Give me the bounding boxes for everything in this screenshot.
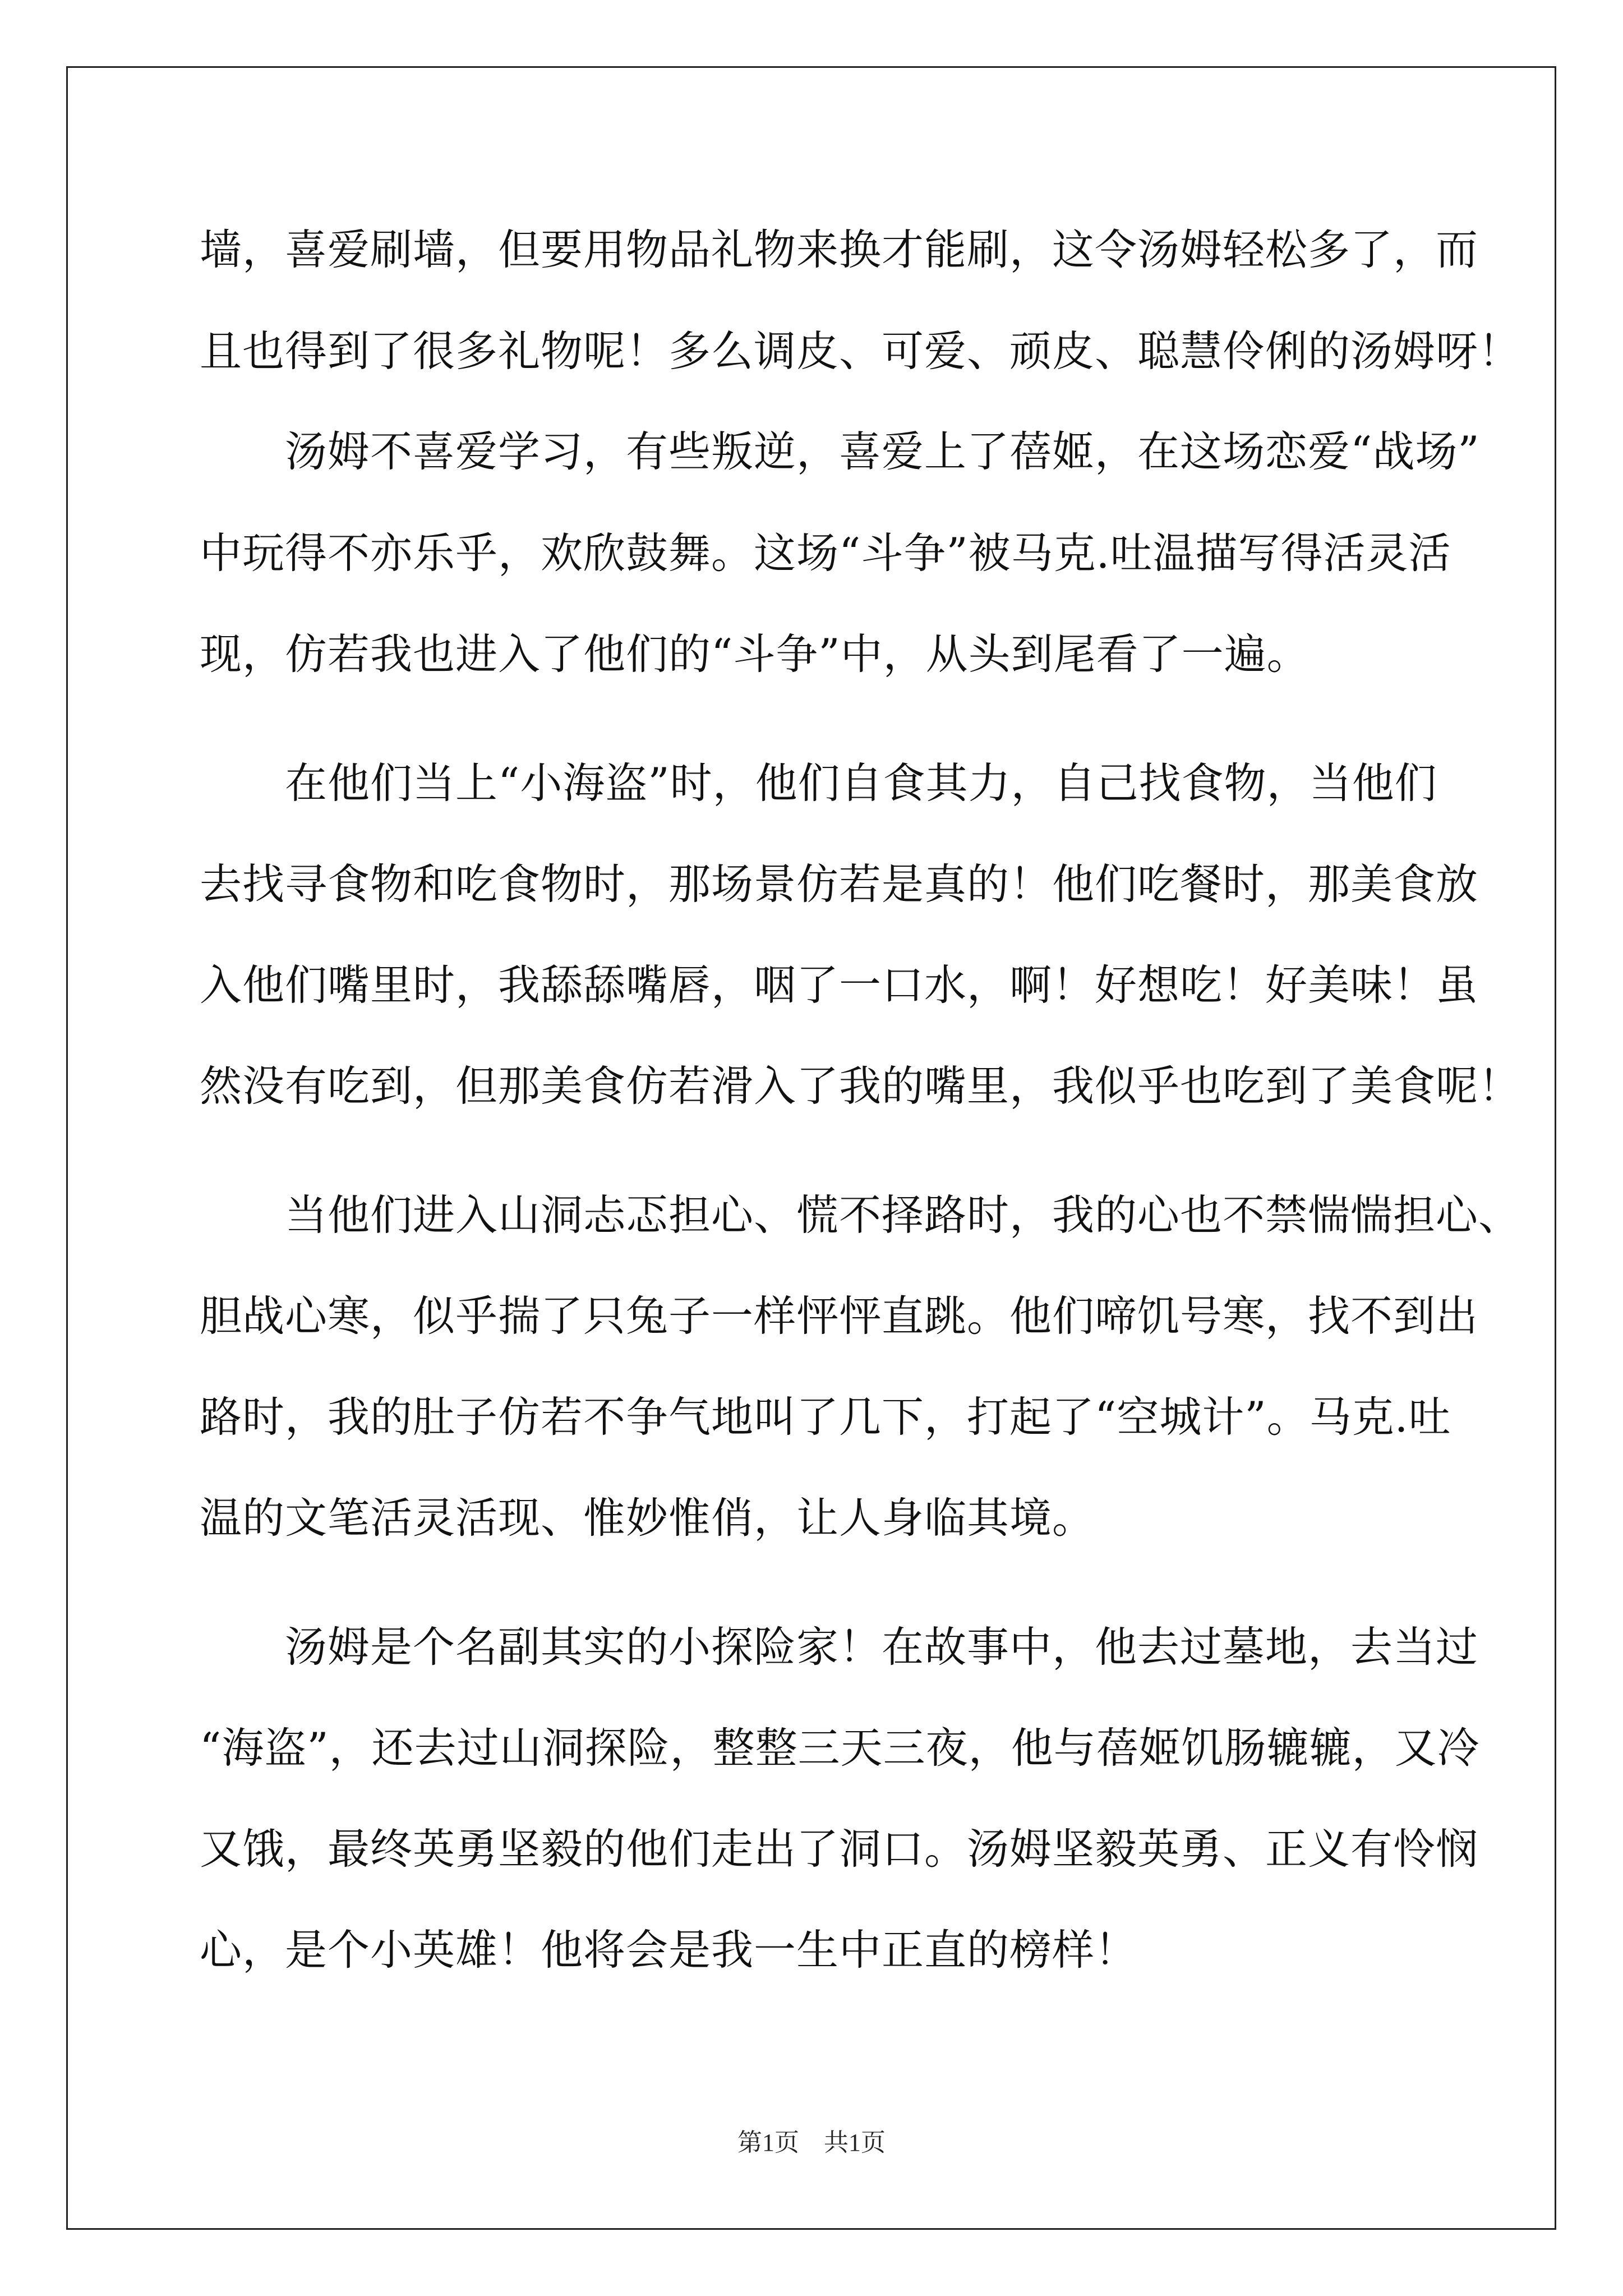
page-border xyxy=(66,66,1556,2230)
text-line: 汤姆是个名副其实的小探险家！在故事中，他去过墓地，去当过 xyxy=(200,1622,1479,1672)
text-line: 墙，喜爱刷墙，但要用物品礼物来换才能刷，这令汤姆轻松多了，而 xyxy=(200,225,1479,274)
text-line: 中玩得不亦乐乎，欢欣鼓舞。这场“斗争”被马克.吐温描写得活灵活 xyxy=(200,528,1451,578)
page-footer: 第1页 共1页 xyxy=(737,2129,886,2156)
text-line: 当他们进入山洞忐忑担心、慌不择路时，我的心也不禁惴惴担心、 xyxy=(200,1190,1521,1240)
text-line: 胆战心寒，似乎揣了只兔子一样怦怦直跳。他们啼饥号寒，找不到出 xyxy=(200,1291,1479,1341)
text-line: 又饿，最终英勇坚毅的他们走出了洞口。汤姆坚毅英勇、正义有怜悯 xyxy=(200,1824,1479,1874)
text-line: 在他们当上“小海盗”时，他们自食其力，自己找食物，当他们 xyxy=(200,758,1437,808)
text-line: “海盗”，还去过山洞探险，整整三天三夜，他与蓓姬饥肠辘辘，又冷 xyxy=(200,1723,1480,1773)
text-line: 温的文笔活灵活现、惟妙惟俏，让人身临其境。 xyxy=(200,1493,1095,1543)
text-line: 路时，我的肚子仿若不争气地叫了几下，打起了“空城计”。马克.吐 xyxy=(200,1392,1451,1442)
text-line: 入他们嘴里时，我舔舔嘴唇，咽了一口水，啊！好想吃！好美味！虽 xyxy=(200,960,1479,1010)
text-line: 现，仿若我也进入了他们的“斗争”中，从头到尾看了一遍。 xyxy=(200,629,1310,679)
text-line: 汤姆不喜爱学习，有些叛逆，喜爱上了蓓姬，在这场恋爱“战场” xyxy=(200,427,1480,476)
text-line: 然没有吃到，但那美食仿若滑入了我的嘴里，我似乎也吃到了美食呢！ xyxy=(200,1061,1521,1111)
text-line: 去找寻食物和吃食物时，那场景仿若是真的！他们吃餐时，那美食放 xyxy=(200,859,1479,909)
text-line: 且也得到了很多礼物呢！多么调皮、可爱、顽皮、聪慧伶俐的汤姆呀！ xyxy=(200,326,1521,376)
text-line: 心，是个小英雄！他将会是我一生中正直的榜样！ xyxy=(200,1925,1138,1975)
